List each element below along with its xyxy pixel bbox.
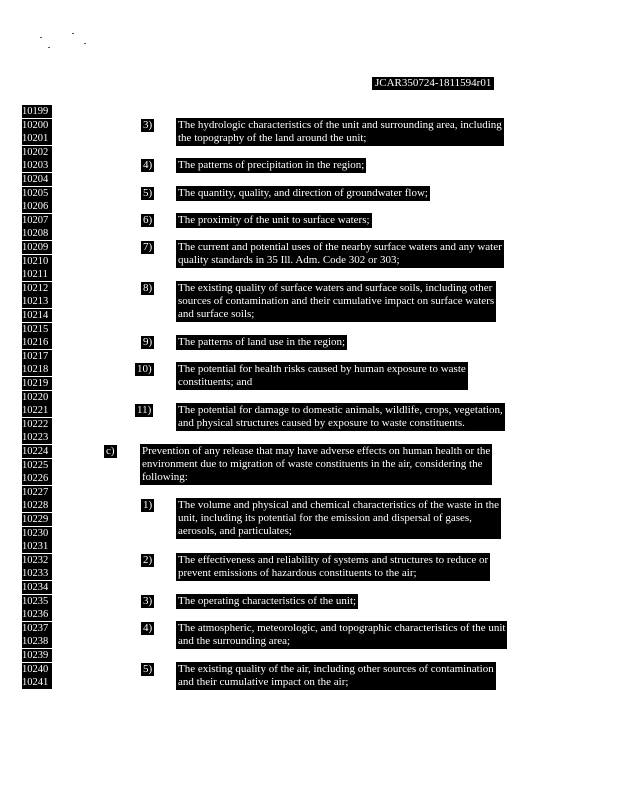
line-number: 10209	[22, 241, 52, 254]
line-number: 10226	[22, 472, 52, 485]
item-text-line: The proximity of the unit to surface waters;	[178, 213, 370, 226]
item-text	[176, 594, 358, 609]
line-number: 10224	[22, 445, 52, 458]
item-text	[176, 118, 504, 146]
line-number: 10230	[22, 527, 52, 540]
line-number: 10241	[22, 676, 52, 689]
line-number: 10202	[22, 146, 52, 159]
item-marker: 3)	[143, 594, 153, 607]
line-number: 10199	[22, 105, 52, 118]
item-text-line: Prevention of any release that may have adverse effects on human health or the	[142, 445, 491, 457]
item-text-line: The volume and physical and chemical characteristics of the waste in the	[178, 499, 500, 512]
line-number: 10234	[22, 581, 52, 594]
line-number: 10214	[22, 309, 52, 322]
line-number: 10239	[22, 649, 52, 662]
line-number: 10237	[22, 622, 52, 635]
item-text-line: The operating characteristics of the unit;	[178, 594, 357, 607]
item-text-line: The atmospheric, meteorologic, and topographic characteristics of the unit	[178, 621, 506, 634]
item-text	[176, 213, 372, 228]
item-marker: 1)	[143, 499, 153, 512]
line-number: 10210	[22, 255, 52, 268]
item-text-line: the topography of the land around the unit;	[178, 131, 367, 144]
line-number: 10238	[22, 635, 52, 648]
line-number: 10228	[22, 499, 52, 512]
item-text-line: The effectiveness and reliability of systems and structures to reduce or	[178, 553, 489, 566]
line-number: 10240	[22, 663, 52, 676]
item-marker: 5)	[143, 662, 153, 675]
item-marker: 7)	[143, 241, 153, 253]
line-number: 10221	[22, 404, 52, 417]
item-text-line: The existing quality of the air, including other sources of contamination	[178, 662, 494, 675]
item-text	[176, 498, 501, 539]
item-text-line: prevent emissions of hazardous constituents to the air;	[178, 566, 417, 579]
item-text	[176, 403, 505, 431]
line-number: 10236	[22, 608, 52, 621]
line-number: 10217	[22, 350, 52, 363]
line-number: 10232	[22, 554, 52, 567]
line-number: 10219	[22, 377, 52, 390]
item-marker: 3)	[143, 118, 153, 131]
item-text-line: The current and potential uses of the nearby surface waters and any water	[178, 241, 502, 253]
item-text-line: sources of contamination and their cumulative impact on surface waters	[178, 294, 495, 307]
line-number: 10225	[22, 459, 52, 472]
item-text-line: quality standards in 35 Ill. Adm. Code 302 or 303;	[178, 254, 400, 266]
item-marker: 4)	[143, 159, 153, 172]
item-text-line: The hydrologic characteristics of the unit and surrounding area, including	[178, 118, 502, 131]
item-text-line: and their cumulative impact on the air;	[178, 675, 349, 688]
item-marker: 10)	[137, 363, 152, 376]
line-number: 10233	[22, 567, 52, 580]
item-marker: 5)	[143, 186, 153, 199]
scan-speck	[40, 37, 42, 38]
line-number: 10227	[22, 486, 52, 499]
item-text-line: The potential for damage to domestic animals, wildlife, crops, vegetation,	[178, 404, 503, 417]
item-text	[176, 335, 347, 350]
line-number: 10216	[22, 336, 52, 349]
item-text-line: constituents; and	[178, 376, 253, 389]
item-marker: 6)	[143, 213, 153, 226]
item-text	[176, 240, 504, 268]
line-number: 10208	[22, 227, 52, 240]
item-text-line: aerosols, and particulates;	[178, 525, 292, 538]
item-text	[176, 281, 496, 322]
line-number: 10220	[22, 391, 52, 404]
line-number: 10212	[22, 282, 52, 295]
line-number: 10204	[22, 173, 52, 186]
item-text-line: The patterns of land use in the region;	[178, 336, 346, 349]
line-number: 10223	[22, 431, 52, 444]
line-number: 10207	[22, 214, 52, 227]
item-text	[176, 362, 468, 390]
item-text-line: and the surrounding area;	[178, 634, 291, 647]
item-text-line: The potential for health risks caused by human exposure to waste	[178, 363, 466, 376]
line-number: 10201	[22, 132, 52, 145]
item-text-line: The existing quality of surface waters and surface soils, including other	[178, 281, 493, 294]
scan-speck	[48, 47, 50, 48]
item-text-line: following:	[142, 471, 188, 483]
item-text	[176, 621, 507, 649]
item-marker: 11)	[137, 404, 152, 417]
item-marker: 4)	[143, 621, 153, 634]
item-text-line: and surface soils;	[178, 307, 255, 320]
line-number: 10200	[22, 119, 52, 132]
line-number: 10231	[22, 540, 52, 553]
line-number: 10235	[22, 595, 52, 608]
scan-speck	[72, 33, 74, 34]
item-marker: c)	[106, 445, 115, 457]
line-number: 10211	[22, 268, 52, 281]
line-number: 10229	[22, 513, 52, 526]
item-text	[176, 553, 490, 581]
item-text	[176, 662, 496, 690]
item-text-line: environment due to migration of waste constituents in the air, considering the	[142, 458, 483, 470]
item-text-line: and physical structures caused by exposure to waste constituents.	[178, 417, 465, 430]
item-marker: 2)	[143, 553, 153, 566]
line-number: 10222	[22, 418, 52, 431]
item-marker: 8)	[143, 281, 153, 294]
line-number: 10213	[22, 295, 52, 308]
line-number: 10205	[22, 187, 52, 200]
item-text	[176, 186, 430, 201]
line-number: 10203	[22, 159, 52, 172]
item-text	[140, 444, 492, 485]
item-text-line: unit, including its potential for the emission and dispersal of gases,	[178, 512, 472, 525]
line-number: 10218	[22, 363, 52, 376]
item-text	[176, 158, 366, 173]
scan-speck	[84, 43, 86, 44]
line-number: 10206	[22, 200, 52, 213]
document-id-header: JCAR350724-1811594r01	[372, 77, 494, 90]
item-text-line: The patterns of precipitation in the region;	[178, 159, 365, 172]
item-text-line: The quantity, quality, and direction of groundwater flow;	[178, 186, 428, 199]
line-number: 10215	[22, 323, 52, 336]
item-marker: 9)	[143, 336, 153, 349]
